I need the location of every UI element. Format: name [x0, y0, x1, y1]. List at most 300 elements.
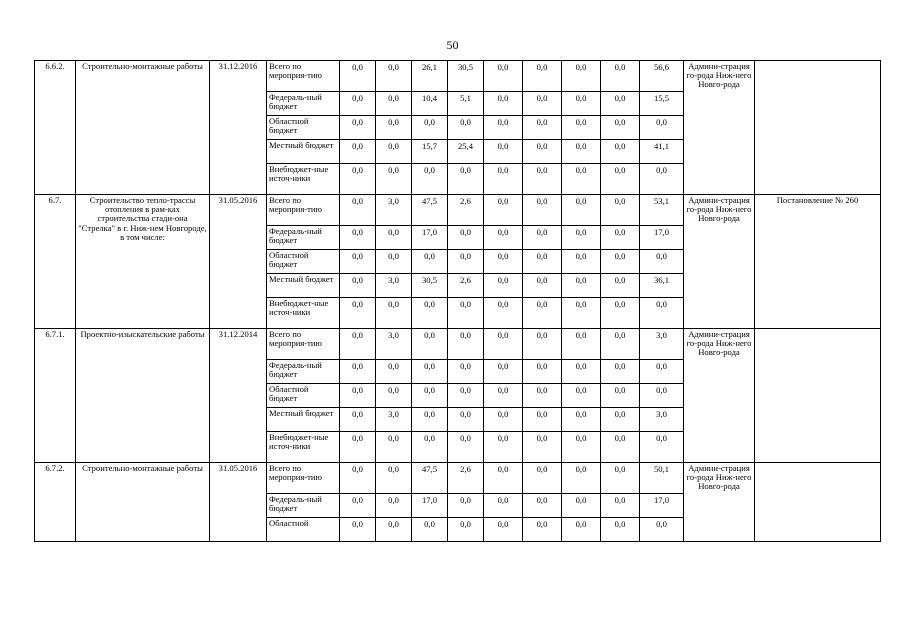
- amount-value: 0,0: [388, 62, 399, 72]
- amount-value: 0,0: [352, 433, 363, 443]
- amount-cell: [562, 116, 601, 140]
- amount-value: 0,0: [536, 299, 548, 309]
- amount-cell: [484, 408, 523, 432]
- amount-value: 0,0: [614, 519, 626, 529]
- amount-value: 0,0: [575, 495, 587, 505]
- amount-value: 0,0: [352, 196, 363, 206]
- amount-cell: [601, 61, 640, 92]
- amount-cell: [523, 408, 562, 432]
- amount-value: 0,0: [536, 464, 548, 474]
- amount-cell: [376, 298, 412, 329]
- amount-value: 0,0: [536, 409, 548, 419]
- amount-cell: [601, 226, 640, 250]
- amount-cell: [484, 518, 523, 542]
- item-note: Постановление № 260: [755, 195, 881, 329]
- amount-cell: [448, 116, 484, 140]
- amount-value: 0,0: [575, 196, 587, 206]
- amount-cell: [484, 61, 523, 92]
- amount-cell: [376, 408, 412, 432]
- amount-cell: [376, 432, 412, 463]
- amount-cell: [412, 250, 448, 274]
- amount-cell: [562, 226, 601, 250]
- amount-cell: [376, 518, 412, 542]
- funding-source: Федераль-ный бюджет: [267, 360, 340, 384]
- amount-value: 0,0: [575, 361, 587, 371]
- amount-value: 0,0: [388, 251, 399, 261]
- amount-cell: [523, 298, 562, 329]
- amount-cell: [448, 384, 484, 408]
- amount-value: 0,0: [575, 433, 587, 443]
- amount-cell: [523, 140, 562, 164]
- amount-cell: [412, 298, 448, 329]
- amount-cell: [601, 329, 640, 360]
- item-deadline: 31.05.2016: [210, 463, 267, 542]
- amount-value: 0,0: [656, 165, 667, 175]
- amount-cell: [523, 92, 562, 116]
- amount-value: 17,0: [421, 227, 438, 237]
- item-number: 6.7.: [35, 195, 76, 329]
- funding-source: Областной бюджет: [267, 384, 340, 408]
- amount-value: 0,0: [460, 409, 471, 419]
- funding-source: Федераль-ный бюджет: [267, 92, 340, 116]
- amount-value: 0,0: [614, 165, 626, 175]
- amount-cell: [484, 432, 523, 463]
- item-executor: Админи-страция го-рода Ниж-него Новго-рода: [684, 195, 755, 329]
- amount-value: 26,1: [421, 62, 438, 72]
- amount-cell: [412, 518, 448, 542]
- amount-value: 0,0: [575, 275, 587, 285]
- amount-cell: [412, 360, 448, 384]
- item-deadline: 31.12.2014: [210, 329, 267, 463]
- amount-value: 0,0: [388, 361, 399, 371]
- amount-value: 0,0: [424, 299, 435, 309]
- amount-cell: [340, 360, 376, 384]
- amount-cell: [562, 329, 601, 360]
- amount-value: 0,0: [497, 275, 509, 285]
- amount-cell: [484, 226, 523, 250]
- amount-cell: [601, 463, 640, 494]
- amount-cell: [412, 494, 448, 518]
- amount-cell: [412, 140, 448, 164]
- amount-value: 0,0: [536, 62, 548, 72]
- amount-cell: [640, 384, 684, 408]
- amount-cell: [523, 463, 562, 494]
- amount-value: 0,0: [614, 141, 626, 151]
- amount-cell: [484, 274, 523, 298]
- amount-cell: [340, 384, 376, 408]
- amount-cell: [412, 384, 448, 408]
- amount-cell: [601, 195, 640, 226]
- amount-cell: [448, 432, 484, 463]
- item-note: [755, 61, 881, 195]
- amount-value: 0,0: [656, 251, 667, 261]
- amount-value: 3,0: [388, 330, 399, 340]
- amount-cell: [376, 360, 412, 384]
- amount-cell: [484, 140, 523, 164]
- funding-source: Внебюджет-ные источ-ники: [267, 298, 340, 329]
- amount-cell: [523, 274, 562, 298]
- amount-cell: [484, 298, 523, 329]
- amount-value: 0,0: [614, 62, 626, 72]
- amount-value: 0,0: [388, 141, 399, 151]
- amount-value: 0,0: [575, 165, 587, 175]
- item-deadline: 31.12.2016: [210, 61, 267, 195]
- amount-cell: [376, 92, 412, 116]
- amount-value: 0,0: [352, 519, 363, 529]
- item-executor: Админи-страция го-рода Ниж-него Новго-рода: [684, 463, 755, 542]
- amount-value: 0,0: [536, 495, 548, 505]
- amount-cell: [562, 195, 601, 226]
- amount-cell: [340, 195, 376, 226]
- amount-value: 0,0: [614, 433, 626, 443]
- amount-cell: [601, 116, 640, 140]
- amount-value: 0,0: [352, 409, 363, 419]
- table-row: [35, 195, 881, 226]
- amount-value: 0,0: [575, 227, 587, 237]
- amount-cell: [640, 518, 684, 542]
- amount-value: 0,0: [497, 117, 509, 127]
- amount-value: 50,1: [653, 464, 670, 474]
- item-number: 6.7.2.: [35, 463, 76, 542]
- amount-cell: [562, 61, 601, 92]
- amount-cell: [448, 250, 484, 274]
- item-number: 6.6.2.: [35, 61, 76, 195]
- amount-value: 0,0: [352, 464, 363, 474]
- amount-value: 0,0: [388, 464, 399, 474]
- amount-value: 56,6: [653, 62, 670, 72]
- funding-source: Местный бюджет: [267, 408, 340, 432]
- funding-source: Всего по мероприя-тию: [267, 195, 340, 226]
- amount-value: 0,0: [388, 93, 399, 103]
- amount-cell: [340, 432, 376, 463]
- amount-cell: [412, 274, 448, 298]
- amount-cell: [562, 494, 601, 518]
- amount-cell: [484, 360, 523, 384]
- amount-value: 0,0: [424, 165, 435, 175]
- amount-cell: [640, 329, 684, 360]
- amount-value: 0,0: [388, 117, 399, 127]
- amount-cell: [448, 329, 484, 360]
- amount-cell: [640, 226, 684, 250]
- amount-value: 3,0: [388, 275, 399, 285]
- amount-cell: [562, 360, 601, 384]
- amount-value: 0,0: [460, 495, 471, 505]
- amount-value: 0,0: [388, 433, 399, 443]
- amount-value: 17,0: [653, 227, 670, 237]
- amount-value: 0,0: [575, 519, 587, 529]
- amount-value: 2,6: [460, 196, 471, 206]
- amount-value: 0,0: [352, 165, 363, 175]
- amount-value: 0,0: [614, 275, 626, 285]
- amount-cell: [640, 140, 684, 164]
- item-note: [755, 463, 881, 542]
- amount-value: 0,0: [536, 93, 548, 103]
- amount-cell: [640, 274, 684, 298]
- amount-cell: [484, 164, 523, 195]
- amount-value: 0,0: [460, 251, 471, 261]
- amount-value: 0,0: [575, 141, 587, 151]
- amount-value: 0,0: [536, 275, 548, 285]
- amount-value: 0,0: [497, 464, 509, 474]
- amount-value: 0,0: [460, 227, 471, 237]
- amount-value: 0,0: [352, 299, 363, 309]
- amount-value: 47,5: [421, 464, 438, 474]
- amount-cell: [640, 494, 684, 518]
- amount-value: 0,0: [497, 409, 509, 419]
- amount-value: 0,0: [656, 519, 667, 529]
- amount-value: 0,0: [614, 227, 626, 237]
- amount-cell: [376, 140, 412, 164]
- amount-value: 30,5: [421, 275, 438, 285]
- table-row: [35, 463, 881, 494]
- funding-source: Всего по мероприя-тию: [267, 61, 340, 92]
- amount-cell: [376, 463, 412, 494]
- amount-value: 0,0: [656, 385, 667, 395]
- item-note: [755, 329, 881, 463]
- amount-cell: [448, 494, 484, 518]
- amount-value: 0,0: [575, 464, 587, 474]
- amount-value: 0,0: [614, 117, 626, 127]
- amount-value: 10,4: [421, 93, 438, 103]
- amount-cell: [412, 463, 448, 494]
- amount-value: 2,6: [460, 275, 471, 285]
- amount-cell: [376, 384, 412, 408]
- amount-value: 0,0: [575, 330, 587, 340]
- amount-value: 0,0: [460, 117, 471, 127]
- amount-value: 0,0: [497, 330, 509, 340]
- amount-cell: [640, 250, 684, 274]
- item-name: Проектно-изыскательские работы: [76, 329, 210, 463]
- amount-cell: [601, 298, 640, 329]
- item-name: Строительно-монтажные работы: [76, 463, 210, 542]
- amount-cell: [412, 164, 448, 195]
- item-name: Строительно-монтажные работы: [76, 61, 210, 195]
- amount-value: 0,0: [497, 385, 509, 395]
- amount-value: 0,0: [497, 62, 509, 72]
- amount-cell: [484, 116, 523, 140]
- amount-cell: [340, 518, 376, 542]
- amount-cell: [412, 116, 448, 140]
- amount-cell: [523, 360, 562, 384]
- amount-cell: [601, 360, 640, 384]
- funding-source: Федераль-ный бюджет: [267, 494, 340, 518]
- amount-cell: [640, 92, 684, 116]
- amount-value: 0,0: [497, 196, 509, 206]
- amount-value: 5,1: [460, 93, 471, 103]
- amount-cell: [562, 463, 601, 494]
- amount-value: 0,0: [460, 165, 471, 175]
- amount-value: 0,0: [352, 361, 363, 371]
- amount-value: 0,0: [614, 409, 626, 419]
- amount-cell: [640, 61, 684, 92]
- amount-value: 0,0: [497, 433, 509, 443]
- amount-value: 0,0: [352, 251, 363, 261]
- amount-cell: [523, 329, 562, 360]
- amount-value: 0,0: [352, 141, 363, 151]
- amount-value: 0,0: [424, 409, 435, 419]
- amount-cell: [412, 432, 448, 463]
- amount-cell: [448, 360, 484, 384]
- amount-cell: [340, 226, 376, 250]
- amount-value: 0,0: [424, 385, 435, 395]
- amount-value: 0,0: [497, 141, 509, 151]
- amount-value: 0,0: [575, 117, 587, 127]
- amount-cell: [601, 140, 640, 164]
- budget-table-body: [35, 61, 881, 542]
- item-number: 6.7.1.: [35, 329, 76, 463]
- amount-cell: [601, 92, 640, 116]
- amount-cell: [601, 250, 640, 274]
- amount-value: 30,5: [457, 62, 474, 72]
- amount-cell: [340, 116, 376, 140]
- amount-value: 0,0: [614, 93, 626, 103]
- amount-value: 47,5: [421, 196, 438, 206]
- funding-source: Всего по мероприя-тию: [267, 463, 340, 494]
- amount-value: 0,0: [352, 330, 363, 340]
- amount-value: 0,0: [497, 299, 509, 309]
- amount-value: 0,0: [536, 519, 548, 529]
- amount-cell: [523, 195, 562, 226]
- amount-value: 0,0: [460, 519, 471, 529]
- amount-value: 0,0: [536, 196, 548, 206]
- amount-cell: [562, 92, 601, 116]
- amount-cell: [523, 250, 562, 274]
- funding-source: Внебюджет-ные источ-ники: [267, 432, 340, 463]
- amount-value: 0,0: [388, 227, 399, 237]
- amount-value: 0,0: [460, 299, 471, 309]
- amount-value: 17,0: [653, 495, 670, 505]
- amount-cell: [376, 61, 412, 92]
- amount-cell: [448, 274, 484, 298]
- amount-value: 15,5: [653, 93, 670, 103]
- table-row: [35, 329, 881, 360]
- amount-value: 0,0: [536, 330, 548, 340]
- amount-value: 0,0: [536, 165, 548, 175]
- amount-value: 0,0: [424, 251, 435, 261]
- amount-value: 0,0: [388, 495, 399, 505]
- amount-cell: [640, 432, 684, 463]
- amount-value: 0,0: [575, 93, 587, 103]
- amount-value: 3,0: [388, 409, 399, 419]
- amount-cell: [562, 250, 601, 274]
- amount-cell: [448, 518, 484, 542]
- amount-value: 0,0: [575, 299, 587, 309]
- amount-cell: [562, 432, 601, 463]
- amount-value: 0,0: [388, 385, 399, 395]
- amount-value: 0,0: [497, 227, 509, 237]
- amount-value: 3,0: [656, 330, 667, 340]
- amount-cell: [523, 432, 562, 463]
- amount-value: 0,0: [460, 330, 471, 340]
- amount-value: 0,0: [656, 117, 667, 127]
- amount-cell: [448, 195, 484, 226]
- amount-cell: [376, 116, 412, 140]
- amount-value: 0,0: [614, 495, 626, 505]
- amount-value: 0,0: [497, 495, 509, 505]
- amount-value: 0,0: [352, 117, 363, 127]
- amount-cell: [340, 494, 376, 518]
- amount-cell: [484, 329, 523, 360]
- amount-value: 0,0: [352, 227, 363, 237]
- amount-cell: [340, 274, 376, 298]
- table-row: [35, 61, 881, 92]
- amount-cell: [340, 408, 376, 432]
- amount-cell: [340, 329, 376, 360]
- amount-cell: [412, 408, 448, 432]
- amount-value: 41,1: [653, 141, 670, 151]
- amount-value: 36,1: [653, 275, 670, 285]
- amount-cell: [562, 408, 601, 432]
- amount-value: 0,0: [352, 275, 363, 285]
- amount-value: 0,0: [575, 385, 587, 395]
- amount-value: 0,0: [388, 165, 399, 175]
- amount-value: 0,0: [536, 227, 548, 237]
- amount-cell: [562, 518, 601, 542]
- amount-cell: [523, 116, 562, 140]
- amount-value: 0,0: [536, 433, 548, 443]
- amount-value: 0,0: [497, 165, 509, 175]
- amount-value: 3,0: [656, 409, 667, 419]
- amount-value: 0,0: [536, 385, 548, 395]
- amount-cell: [562, 164, 601, 195]
- amount-value: 0,0: [497, 93, 509, 103]
- amount-value: 0,0: [614, 361, 626, 371]
- amount-value: 0,0: [656, 361, 667, 371]
- amount-cell: [448, 92, 484, 116]
- amount-cell: [640, 164, 684, 195]
- amount-value: 0,0: [656, 433, 667, 443]
- amount-value: 3,0: [388, 196, 399, 206]
- amount-cell: [484, 494, 523, 518]
- amount-cell: [448, 164, 484, 195]
- amount-value: 0,0: [424, 361, 435, 371]
- amount-value: 0,0: [352, 93, 363, 103]
- funding-source: Областной бюджет: [267, 250, 340, 274]
- item-deadline: 31.05.2016: [210, 195, 267, 329]
- funding-source: Областной: [267, 518, 340, 542]
- amount-value: 17,0: [421, 495, 438, 505]
- amount-value: 0,0: [352, 495, 363, 505]
- amount-cell: [523, 61, 562, 92]
- amount-value: 0,0: [536, 141, 548, 151]
- funding-source: Областной бюджет: [267, 116, 340, 140]
- amount-cell: [484, 463, 523, 494]
- amount-cell: [562, 298, 601, 329]
- amount-cell: [640, 408, 684, 432]
- amount-value: 0,0: [460, 385, 471, 395]
- amount-cell: [412, 61, 448, 92]
- amount-cell: [640, 360, 684, 384]
- amount-cell: [412, 195, 448, 226]
- amount-cell: [448, 408, 484, 432]
- amount-cell: [484, 384, 523, 408]
- amount-cell: [376, 329, 412, 360]
- amount-cell: [340, 140, 376, 164]
- amount-cell: [523, 494, 562, 518]
- item-executor: Админи-страция го-рода Ниж-него Новго-рода: [684, 61, 755, 195]
- amount-cell: [523, 384, 562, 408]
- amount-value: 0,0: [424, 519, 435, 529]
- amount-value: 0,0: [497, 519, 509, 529]
- amount-cell: [376, 274, 412, 298]
- amount-cell: [523, 518, 562, 542]
- funding-source: Всего по мероприя-тию: [267, 329, 340, 360]
- item-name: Строительство тепло-трассы отопления в рам-ках строительства стади-она "Стрелка" в г. Ниж-нем Новгороде, в том числе:: [76, 195, 210, 329]
- amount-cell: [412, 226, 448, 250]
- amount-value: 0,0: [614, 464, 626, 474]
- amount-value: 0,0: [388, 299, 399, 309]
- funding-source: Внебюджет-ные источ-ники: [267, 164, 340, 195]
